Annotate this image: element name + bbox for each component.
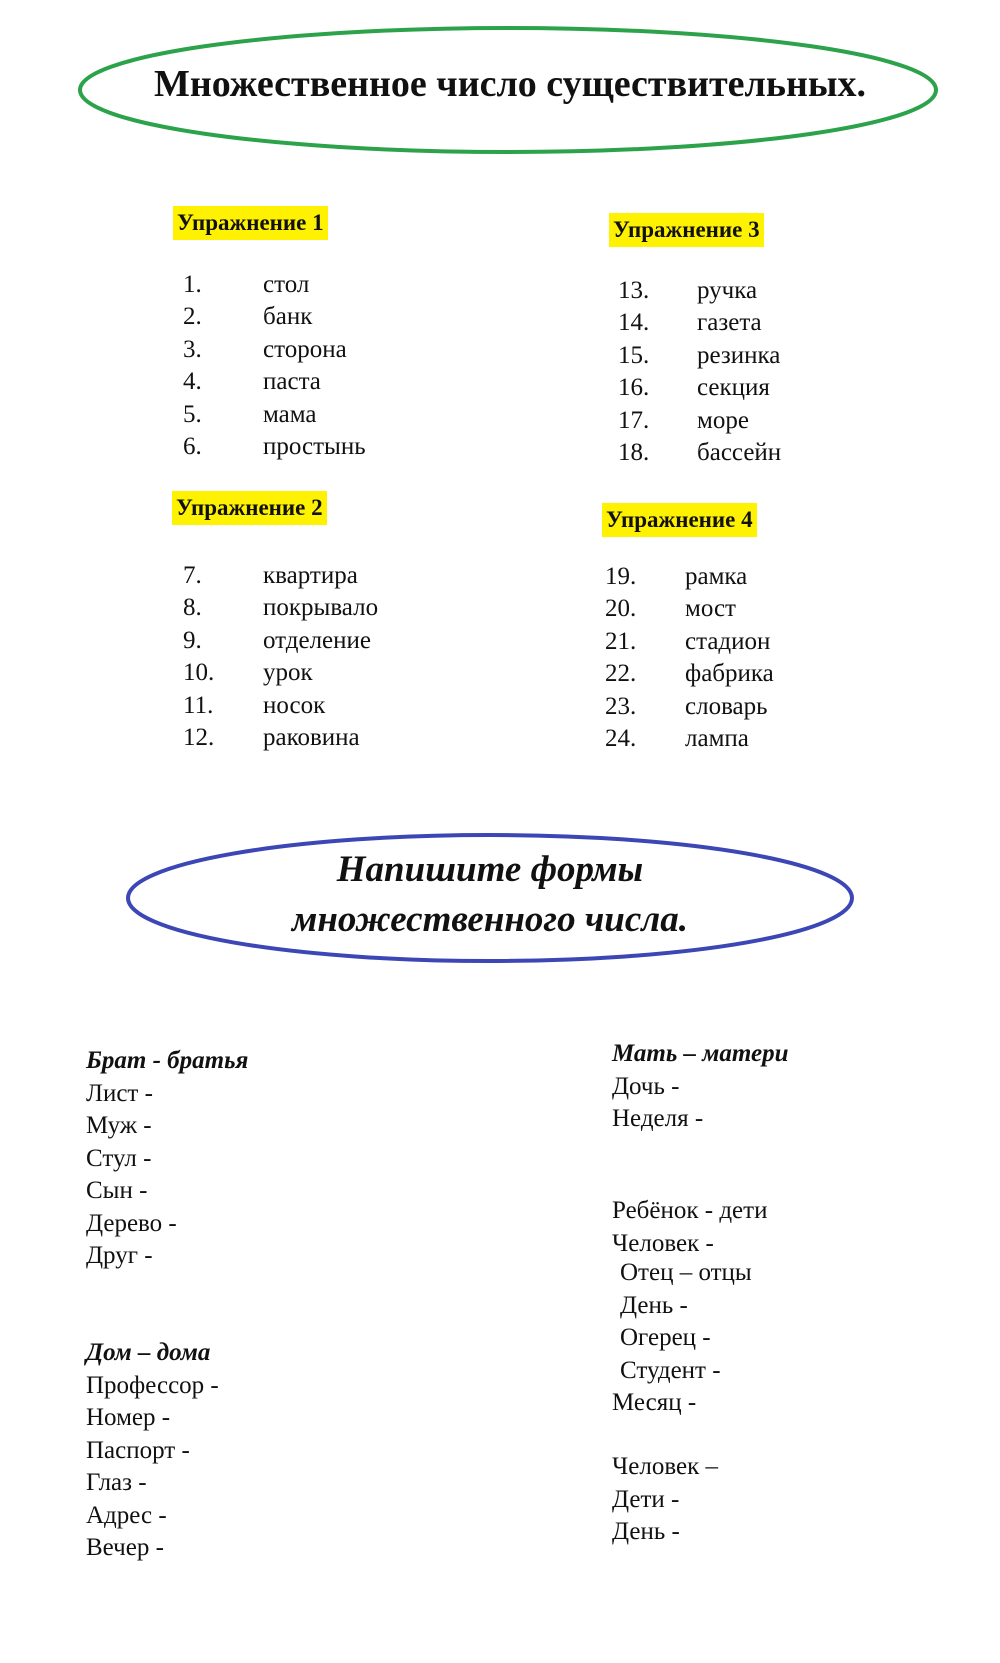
exercise-1-heading: Упражнение 1	[173, 206, 328, 240]
word-line: Отец – отцы	[620, 1259, 752, 1286]
item-number: 11.	[183, 691, 214, 719]
list-item	[605, 626, 905, 658]
item-word: квартира	[263, 562, 358, 589]
word-line: Дерево -	[86, 1209, 177, 1237]
list-item	[183, 334, 443, 366]
item-word: банк	[263, 303, 313, 331]
right-group-5	[612, 1451, 718, 1549]
word-line: Студент -	[620, 1356, 721, 1384]
word-line: Адрес -	[86, 1501, 167, 1529]
word-line: Человек -	[612, 1229, 714, 1257]
item-number: 21.	[605, 627, 637, 655]
item-number: 22.	[605, 660, 637, 688]
item-number: 2.	[183, 303, 202, 331]
word-line: Сын -	[86, 1177, 148, 1204]
item-word: секция	[697, 374, 770, 402]
item-number: 3.	[183, 335, 202, 363]
word-line: Человек –	[612, 1453, 718, 1480]
list-item	[605, 723, 905, 755]
list-item	[618, 372, 918, 404]
word-line: Дети -	[612, 1485, 680, 1513]
item-word: носок	[263, 691, 326, 719]
item-number: 1.	[183, 271, 202, 298]
item-number: 4.	[183, 368, 202, 396]
item-word: урок	[263, 659, 313, 687]
list-item	[183, 366, 443, 398]
exercise-2-heading: Упражнение 2	[172, 491, 327, 525]
list-item	[605, 691, 905, 723]
item-word: море	[697, 406, 749, 434]
item-word: мост	[685, 595, 736, 623]
item-number: 9.	[183, 626, 202, 654]
item-number: 17.	[618, 406, 650, 434]
exercise-4-heading: Упражнение 4	[602, 503, 757, 537]
item-word: газета	[697, 309, 762, 337]
list-item	[183, 269, 443, 301]
item-number: 5.	[183, 400, 202, 428]
item-word: мама	[263, 400, 317, 428]
list-item	[183, 431, 443, 463]
exercise-3-heading: Упражнение 3	[609, 213, 764, 247]
word-line: Глаз -	[86, 1469, 147, 1496]
word-line: Вечер -	[86, 1534, 164, 1561]
item-word: простынь	[263, 432, 366, 460]
list-item	[618, 275, 918, 307]
word-line: Номер -	[86, 1404, 171, 1431]
group-example: Дом – дома	[86, 1339, 211, 1366]
item-word: рамка	[685, 563, 748, 590]
word-line: День -	[612, 1518, 680, 1545]
item-word: лампа	[685, 724, 749, 752]
item-number: 19.	[605, 563, 637, 590]
list-item	[183, 560, 443, 592]
word-line: День -	[620, 1291, 688, 1319]
item-word: фабрика	[685, 660, 774, 688]
word-line: Месяц -	[612, 1389, 697, 1416]
list-item	[618, 340, 918, 372]
item-word: отделение	[263, 626, 372, 654]
item-word: паста	[263, 368, 321, 396]
item-word: бассейн	[697, 438, 782, 466]
item-number: 23.	[605, 692, 637, 720]
item-number: 24.	[605, 724, 637, 752]
word-line: Стул -	[86, 1144, 152, 1172]
list-item	[183, 301, 443, 333]
list-item	[183, 625, 443, 657]
list-item	[605, 658, 905, 690]
task-title-line-2: множественного числа.	[292, 899, 688, 940]
item-word: покрывало	[263, 594, 379, 622]
word-line: Огерец -	[620, 1324, 711, 1351]
item-number: 20.	[605, 595, 637, 623]
list-item	[605, 593, 905, 625]
word-line: Ребёнок - дети	[612, 1197, 768, 1224]
list-item	[183, 722, 443, 754]
item-word: стол	[263, 271, 310, 298]
exercise-2-list	[183, 560, 443, 754]
item-number: 7.	[183, 562, 202, 589]
group-example: Мать – матери	[612, 1040, 789, 1067]
word-line: Паспорт -	[86, 1436, 190, 1464]
item-word: словарь	[685, 692, 768, 720]
list-item	[183, 657, 443, 689]
item-number: 18.	[618, 438, 650, 466]
task-title	[130, 845, 850, 945]
list-item	[183, 399, 443, 431]
list-item	[605, 561, 905, 593]
item-number: 10.	[183, 659, 215, 687]
item-word: раковина	[263, 723, 360, 751]
item-number: 8.	[183, 594, 202, 622]
right-group-4	[612, 1387, 696, 1420]
word-line: Неделя -	[612, 1105, 704, 1132]
item-number: 6.	[183, 432, 202, 460]
item-number: 12.	[183, 723, 215, 751]
list-item	[618, 405, 918, 437]
list-item	[183, 690, 443, 722]
exercise-1-list	[183, 269, 443, 463]
list-item	[618, 307, 918, 339]
task-title-line-1: Напишите формы	[336, 849, 644, 890]
item-word: ручка	[697, 277, 758, 304]
exercise-4-list	[605, 561, 905, 755]
right-group-1	[612, 1038, 789, 1136]
item-number: 13.	[618, 277, 650, 304]
item-word: сторона	[263, 335, 347, 363]
group-example: Брат - братья	[86, 1047, 249, 1074]
word-line: Дочь -	[612, 1072, 680, 1100]
left-group-2	[86, 1337, 219, 1565]
list-item	[618, 437, 918, 469]
item-number: 15.	[618, 341, 650, 369]
item-number: 14.	[618, 309, 650, 337]
right-group-2	[612, 1195, 767, 1260]
word-line: Друг -	[86, 1242, 153, 1269]
item-word: резинка	[697, 341, 781, 369]
list-item	[183, 592, 443, 624]
left-group-1	[86, 1045, 248, 1273]
word-line: Муж -	[86, 1112, 152, 1139]
item-number: 16.	[618, 374, 650, 402]
right-group-3	[620, 1257, 752, 1387]
word-line: Лист -	[86, 1079, 153, 1107]
item-word: стадион	[685, 627, 771, 655]
exercise-3-list	[618, 275, 918, 469]
page-title: Множественное число существительных.	[153, 63, 867, 105]
word-line: Профессор -	[86, 1371, 219, 1399]
